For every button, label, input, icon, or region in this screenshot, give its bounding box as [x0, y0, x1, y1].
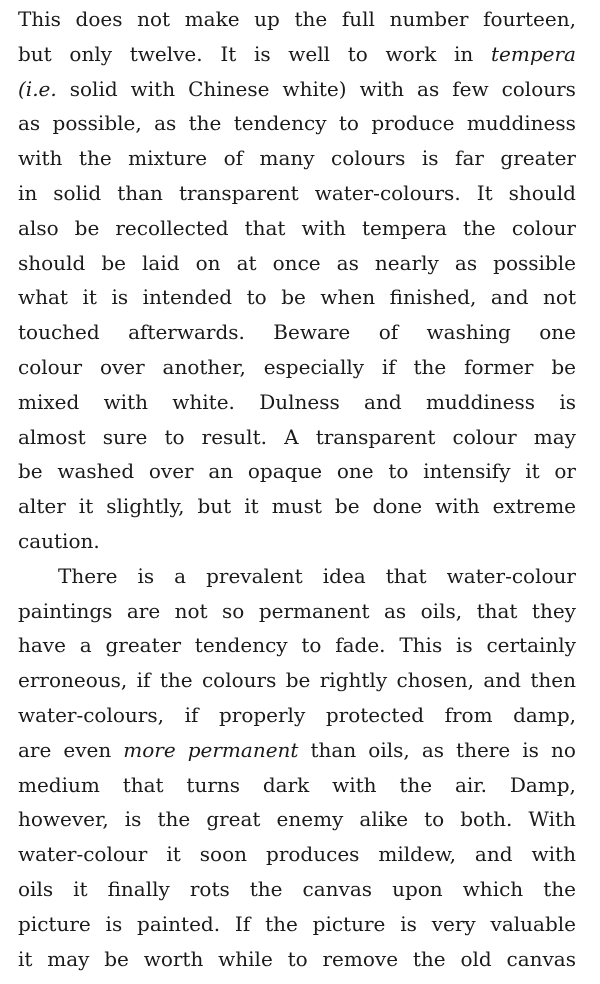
word: in	[18, 181, 38, 205]
word: damp,	[513, 703, 576, 727]
word: with	[531, 842, 576, 867]
word: laid	[142, 250, 180, 275]
word: that	[244, 215, 286, 240]
word: white)	[282, 76, 347, 101]
word: up	[254, 7, 280, 31]
word: it	[78, 494, 94, 519]
word: A	[284, 424, 299, 449]
word: intended	[142, 285, 233, 310]
word: of	[223, 146, 244, 171]
text-line	[18, 489, 576, 523]
word: with	[359, 76, 405, 101]
word: when	[320, 285, 376, 310]
word: recollected	[115, 215, 229, 240]
word: does	[75, 7, 123, 31]
word: is	[111, 285, 129, 310]
word: be	[101, 250, 126, 275]
word: colour	[511, 215, 576, 240]
word: enemy	[276, 807, 344, 832]
word: is	[105, 911, 123, 936]
word: then	[530, 668, 576, 693]
word: almost	[18, 424, 86, 449]
word: water-colour	[446, 563, 576, 588]
word: no	[550, 737, 576, 762]
word: caution.	[18, 529, 100, 553]
word: tempera	[491, 41, 576, 66]
word: both.	[460, 807, 513, 832]
word: white.	[172, 389, 235, 414]
word: intensify	[423, 459, 511, 484]
word: they	[531, 598, 576, 623]
word: must	[271, 494, 322, 519]
word: or	[554, 459, 576, 484]
word: only	[69, 41, 113, 66]
word: an	[208, 459, 234, 484]
word: be	[104, 946, 129, 971]
word: solid	[53, 181, 102, 205]
text-line	[18, 594, 576, 628]
word: also	[18, 215, 59, 240]
word: air.	[454, 772, 487, 797]
word: sure	[102, 424, 148, 449]
word: protected	[325, 703, 424, 727]
word: With	[528, 807, 576, 832]
word: is	[456, 633, 473, 658]
word: This	[399, 633, 443, 658]
word: the	[463, 215, 496, 240]
word: rots	[189, 877, 230, 901]
word: water-colour	[18, 842, 148, 867]
text-line	[18, 106, 576, 140]
text-line	[18, 663, 576, 697]
word: upon	[392, 877, 443, 901]
word: full	[341, 7, 375, 31]
word: be	[334, 494, 360, 519]
word: permanent	[187, 737, 299, 762]
word: the	[249, 877, 283, 901]
word: water-colours.	[314, 181, 461, 205]
word: which	[462, 877, 524, 901]
word: that	[476, 598, 518, 623]
word: extreme	[492, 494, 576, 519]
word: picture	[18, 911, 91, 936]
text-line	[18, 211, 576, 245]
word: not	[174, 598, 208, 623]
word: so	[222, 598, 245, 623]
word: it	[82, 285, 97, 310]
word: on	[195, 250, 221, 275]
word: oils	[18, 877, 54, 901]
word: while	[218, 946, 273, 971]
word: (i.e.	[18, 76, 57, 101]
text-line	[18, 420, 576, 454]
word: If	[234, 911, 251, 936]
word: paintings	[18, 598, 113, 623]
word: result.	[201, 424, 267, 449]
word: former	[464, 355, 534, 379]
word: be	[551, 355, 576, 379]
word: soon	[199, 842, 248, 867]
word: transparent	[315, 424, 436, 449]
word: more	[123, 737, 176, 762]
text-line	[18, 280, 576, 314]
word: alter	[18, 494, 66, 519]
word: canvas	[506, 946, 576, 971]
word: should	[508, 181, 576, 205]
word: chosen,	[396, 668, 474, 693]
word: are	[126, 598, 161, 623]
word: the	[399, 772, 433, 797]
word: washing	[426, 320, 511, 345]
word: the	[265, 911, 298, 936]
word: mixture	[128, 146, 208, 171]
text-line	[18, 628, 576, 662]
word: produce	[371, 111, 455, 136]
word: Chinese	[188, 76, 270, 101]
text-line	[18, 907, 576, 941]
word: opaque	[247, 459, 323, 484]
word: washed	[57, 459, 135, 484]
word: not	[137, 7, 171, 31]
word: permanent	[258, 598, 370, 623]
word: remove	[322, 946, 399, 971]
word: mixed	[18, 389, 80, 414]
word: erroneous,	[18, 668, 128, 693]
word: to	[347, 41, 368, 66]
word: be	[281, 285, 306, 310]
word: not	[543, 285, 576, 310]
word: as	[336, 250, 359, 275]
word: the	[543, 877, 576, 901]
word: mildew,	[378, 842, 456, 867]
word: and	[490, 285, 529, 310]
word: over	[99, 355, 145, 379]
word: It	[476, 181, 493, 205]
text-line	[18, 733, 576, 767]
word: nearly	[374, 250, 439, 275]
word: of	[378, 320, 399, 345]
word: and	[474, 842, 513, 867]
word: worth	[143, 946, 204, 971]
word: few	[452, 76, 489, 101]
word: be	[285, 668, 311, 693]
word: dark	[262, 772, 310, 797]
word: and	[364, 389, 402, 414]
word: there	[456, 737, 511, 762]
word: fourteen,	[483, 7, 576, 31]
word: the	[188, 111, 222, 136]
word: may	[47, 946, 90, 971]
word: water-colours,	[18, 703, 164, 727]
text-line	[18, 802, 576, 836]
word: as	[454, 250, 478, 275]
word: tendency	[194, 633, 288, 658]
text-line	[58, 559, 576, 593]
word: a	[79, 633, 92, 658]
word: solid	[69, 76, 118, 101]
word: but	[18, 41, 52, 66]
word: than	[117, 181, 163, 205]
word: if	[184, 703, 199, 727]
word: idea	[322, 563, 366, 588]
word: another,	[162, 355, 246, 379]
word: the	[294, 7, 328, 31]
word: with	[332, 772, 377, 797]
word: There	[58, 563, 118, 588]
word: muddiness	[466, 111, 576, 136]
word: tendency	[233, 111, 327, 136]
word: as	[154, 111, 177, 136]
word: what	[18, 285, 68, 310]
word: it	[244, 494, 259, 519]
word: in	[454, 41, 474, 66]
word: great	[206, 807, 261, 832]
word: is	[421, 146, 439, 171]
text-line	[18, 698, 576, 732]
word: valuable	[490, 911, 576, 936]
word: the	[412, 946, 446, 971]
word: with	[435, 494, 480, 519]
word: the	[413, 355, 447, 379]
word: It	[220, 41, 237, 66]
word: than	[310, 737, 357, 762]
text-line	[18, 350, 576, 384]
word: finally	[107, 877, 170, 901]
word: may	[533, 424, 576, 449]
word: properly	[218, 703, 306, 727]
word: to	[301, 633, 322, 658]
word: possible	[493, 250, 576, 275]
word: fade.	[335, 633, 386, 658]
word: be	[74, 215, 100, 240]
word: medium	[18, 772, 100, 797]
word: canvas	[302, 877, 373, 901]
word: it	[73, 877, 88, 901]
word: one	[336, 459, 374, 484]
word: to	[287, 946, 308, 971]
word: slightly,	[106, 494, 185, 519]
word: certainly	[486, 633, 576, 658]
word: Damp,	[509, 772, 576, 797]
word: colours	[331, 146, 406, 171]
text-line	[18, 2, 576, 36]
word: rightly	[319, 668, 388, 693]
word: that	[385, 563, 427, 588]
word: if	[136, 668, 151, 693]
text-line	[18, 246, 576, 280]
word: with	[18, 146, 63, 171]
word: afterwards.	[128, 320, 245, 345]
word: with	[301, 215, 346, 240]
word: one	[539, 320, 576, 345]
word: if	[381, 355, 396, 379]
word: to	[338, 111, 359, 136]
word: over	[148, 459, 194, 484]
word: to	[388, 459, 409, 484]
word: it	[525, 459, 540, 484]
word: painted.	[137, 911, 221, 936]
text-line	[18, 837, 576, 871]
word: with	[103, 389, 148, 414]
word: to	[164, 424, 185, 449]
word: oils,	[420, 598, 463, 623]
word: but	[197, 494, 232, 519]
word: the	[159, 668, 193, 693]
text-line	[18, 72, 576, 106]
word: This	[18, 7, 61, 31]
word: it	[166, 842, 181, 867]
word: is	[522, 737, 539, 762]
text-line	[18, 942, 576, 976]
word: and	[483, 668, 521, 693]
word: at	[236, 250, 257, 275]
word: colours	[501, 76, 576, 101]
word: as	[384, 598, 407, 623]
word: produces	[266, 842, 360, 867]
word: well	[288, 41, 331, 66]
text-line	[18, 141, 576, 175]
word: touched	[18, 320, 100, 345]
word: very	[431, 911, 476, 936]
word: as	[417, 76, 440, 101]
word: greater	[105, 633, 182, 658]
word: is	[137, 563, 155, 588]
word: turns	[186, 772, 241, 797]
word: Dulness	[259, 389, 340, 414]
word: be	[18, 459, 43, 484]
word: far	[455, 146, 484, 171]
word: that	[122, 772, 164, 797]
word: once	[272, 250, 321, 275]
word: especially	[263, 355, 365, 379]
word: as	[18, 111, 41, 136]
word: colour	[452, 424, 517, 449]
word: alike	[359, 807, 409, 832]
text-line	[18, 315, 576, 349]
word: it	[18, 946, 33, 971]
word: is	[253, 41, 271, 66]
text-line	[18, 454, 576, 488]
word: oils,	[368, 737, 410, 762]
word: twelve.	[129, 41, 203, 66]
word: old	[460, 946, 492, 971]
word: to	[246, 285, 267, 310]
word: work	[385, 41, 437, 66]
word: is	[124, 807, 142, 832]
word: greater	[500, 146, 576, 171]
text-line	[18, 872, 576, 906]
word: Beware	[273, 320, 351, 345]
word: many	[259, 146, 315, 171]
text-line	[18, 176, 576, 210]
text-line	[18, 768, 576, 802]
word: number	[389, 7, 469, 31]
word: make	[184, 7, 240, 31]
word: tempera	[361, 215, 447, 240]
text-line	[18, 385, 576, 419]
word: colours	[201, 668, 277, 693]
word: the	[157, 807, 191, 832]
word: to	[424, 807, 445, 832]
word: even	[63, 737, 112, 762]
word: with	[130, 76, 176, 101]
word: is	[400, 911, 417, 936]
word: picture	[312, 911, 386, 936]
word: colour	[18, 355, 83, 379]
word: is	[559, 389, 576, 414]
word: possible,	[52, 111, 142, 136]
word: as	[421, 737, 444, 762]
word: from	[444, 703, 493, 727]
text-line	[18, 524, 576, 558]
word: muddiness	[425, 389, 536, 414]
word: a	[174, 563, 187, 588]
word: should	[18, 250, 86, 275]
word: however,	[18, 807, 109, 832]
text-line	[18, 37, 576, 71]
word: have	[18, 633, 66, 658]
word: are	[18, 737, 52, 762]
word: the	[78, 146, 112, 171]
word: finished,	[389, 285, 477, 310]
word: prevalent	[206, 563, 303, 588]
word: done	[372, 494, 423, 519]
word: transparent	[178, 181, 299, 205]
